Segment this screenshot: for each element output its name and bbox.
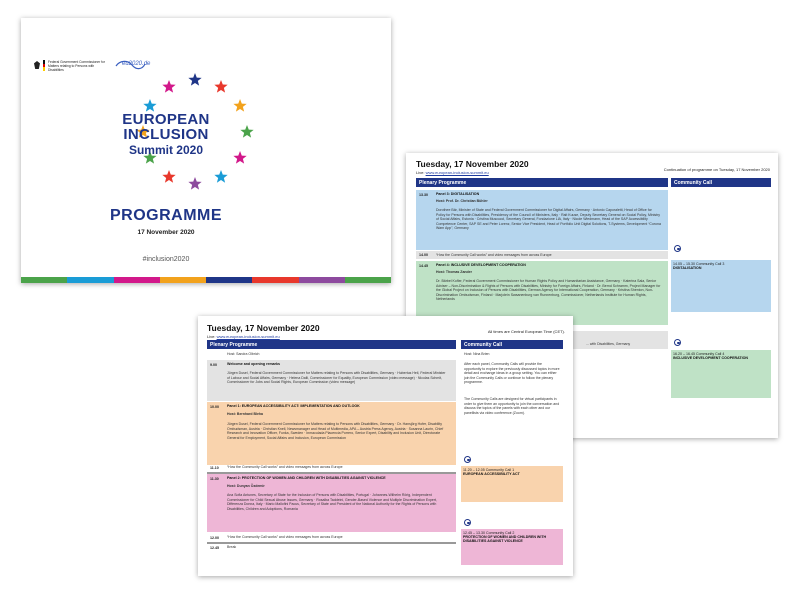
page1-community-header: Community Call	[461, 340, 563, 349]
panel4-title: Panel 4: INCLUSIVE DEVELOPMENT COOPERATION	[436, 263, 526, 267]
howcall2-text: “How the Community Call works” and video messages from across Europe	[227, 535, 343, 539]
cover-date: 17 November 2020	[137, 229, 195, 236]
community-intro-1: After each panel, Community Calls will provide the opportunity to explore the previously discussed topics in more detail and exchange ideas in a group setting. You can either join the Community Calls or continue to follow the plenary programme.	[464, 362, 560, 384]
color-stripe-segment	[252, 277, 298, 283]
summit-title-year: Summit 2020	[128, 143, 204, 157]
panel1-speakers: Jürgen Dusel, Federal Government Commissioner for Matters relating to Persons with Disabilities, Germany · Dr. Hansjörg Hofer, Disability Ombudsman, Austria · Christian Knell, Newsmanager and Head of Multimedia, APA – Austria Press Agency, Austria · Susanna Laurin, Chief Research and Innovation Officer, Funka, Sweden · Inmaculada Placencia Porrero, Senior Expert, Disability and Inclusion Unit, Directorate General for Employment, Social Affairs and Inclusion, European Commission	[227, 422, 444, 440]
star-icon	[188, 73, 201, 86]
hashtag: #inclusion2020	[142, 256, 190, 263]
cover-page	[21, 18, 391, 283]
star-icon	[214, 170, 227, 183]
star-icon	[162, 170, 175, 183]
continuation-note: Continuation of programme on Tuesday, 17 November 2020	[663, 167, 770, 172]
panel1-host: Host: Bernhard Bleha	[227, 412, 263, 416]
community-call-2-title: PROTECTION OF WOMEN AND CHILDREN WITH DISABILITIES AGAINST VIOLENCE	[463, 535, 547, 543]
star-icon	[214, 80, 227, 93]
star-icon	[143, 99, 156, 112]
community-call-3[interactable]	[671, 260, 771, 312]
panel2-time: 11.30	[210, 477, 219, 481]
color-stripe-segment	[114, 277, 160, 283]
color-stripe-segment	[160, 277, 206, 283]
welcome-title: Welcome and opening remarks	[227, 362, 281, 366]
community-call-1-icon	[464, 456, 471, 463]
community-call-3-title: DIGITALISATION	[673, 266, 702, 270]
community-call-4-title: INCLUSIVE DEVELOPMENT COOPERATION	[673, 356, 749, 360]
community-call-4-icon	[674, 339, 681, 346]
times-note: All times are Central European Time (CET).	[487, 329, 565, 334]
eu2020-logo-text: eu2020.de	[122, 61, 151, 67]
page1-plenary-header: Plenary Programme	[207, 340, 456, 349]
howcall2-time: 12.00	[210, 536, 219, 540]
community-call-3-time: 14.05 – 15.30 Community Call 3	[673, 262, 725, 266]
color-stripe-segment	[299, 277, 345, 283]
page1-live-prefix: Live:	[207, 334, 216, 339]
community-call-1[interactable]	[461, 466, 563, 502]
panel4-host: Host: Thomas Zander	[436, 270, 472, 274]
page1-live-link[interactable]: www.european-inclusion-summit.eu	[216, 334, 280, 339]
community-call-4-time: 16.20 – 16.45 Community Call 4	[673, 352, 725, 356]
panel1-time: 10.00	[210, 405, 219, 409]
howcall3-block	[416, 251, 668, 259]
summit-title-inclusion: INCLUSION	[123, 126, 209, 143]
page2-live-prefix: Live:	[416, 170, 425, 175]
german-flag-icon	[43, 60, 45, 71]
panel3-block	[416, 190, 668, 250]
community-call-3-icon	[674, 245, 681, 252]
howcall3-time: 14.00	[419, 253, 428, 257]
panel4-time: 14.45	[419, 264, 428, 268]
break-text: Break	[227, 545, 237, 549]
star-icon	[188, 177, 201, 190]
page2-plenary-header: Plenary Programme	[416, 178, 668, 187]
programme-heading: PROGRAMME	[109, 207, 223, 224]
howcall1-text: “How the Community Call works” and video messages from across Europe	[227, 465, 343, 469]
page2-community-header: Community Call	[671, 178, 771, 187]
color-stripe-segment	[67, 277, 113, 283]
page1-title: Tuesday, 17 November 2020	[207, 323, 320, 333]
summit-title-european: EUROPEAN	[122, 111, 210, 128]
panel1-block	[207, 402, 456, 465]
community-call-2[interactable]	[461, 529, 563, 565]
plenary-host: Host: Sandra Olbrich	[227, 352, 260, 356]
page1-live-line	[207, 334, 280, 339]
color-stripe-segment	[206, 277, 252, 283]
panel2-speakers: Ana Sofia Antunes, Secretary of State for the Inclusion of Persons with Disabilities, Portugal · Johannes-Wilhelm Rörig, Independent Commissioner for Child Sexual Abuse Issues, Germany · Rosalba Taddeini, Gender-Based Violence and Multiple Discrimination Expert, Differenza Donna, Italy · Mario Mallofini Pacus, Secretary of State and President of the National Authority for the Rights of Persons with Disabilities, Children and Adoptions, Romania	[227, 493, 437, 511]
star-icon	[233, 99, 246, 112]
break-time: 12.45	[210, 546, 219, 550]
color-stripe-segment	[21, 277, 67, 283]
panel3-host: Host: Prof. Dr. Christian Bühler	[436, 199, 488, 203]
community-call-1-time: 11.20 – 12.05 Community Call 1	[463, 468, 515, 472]
welcome-time: 9.00	[210, 363, 217, 367]
page2-live-line	[416, 170, 489, 175]
divider	[207, 542, 456, 544]
federal-commissioner-logo	[34, 60, 106, 72]
welcome-speakers: Jürgen Dusel, Federal Government Commissioner for Matters relating to Persons with Disabilities, Germany · Hubertus Heil, Federal Minister of Labour and Social Affairs, Germany · Helena Dalli, Commissioner for Equality, European Commission (video message) · Nicolas Schmit, Commissioner for Jobs and Social Rights, European Commission (video message)	[227, 371, 446, 384]
panel2-block	[207, 474, 456, 532]
panel2-host: Host: Dunyan Özdemir	[227, 484, 265, 488]
panel2-title: Panel 2: PROTECTION OF WOMEN AND CHILDREN WITH DISABILITIES AGAINST VIOLENCE	[227, 476, 386, 480]
welcome-block	[207, 360, 456, 401]
community-call-2-icon	[464, 519, 471, 526]
color-stripe-segment	[345, 277, 391, 283]
federal-commissioner-text: Federal Government Commissioner for Matters relating to Persons with Disabilities	[48, 60, 105, 72]
community-call-4[interactable]	[671, 350, 771, 398]
page2-title: Tuesday, 17 November 2020	[416, 159, 529, 169]
community-host: Host: Nina Brien	[464, 352, 490, 356]
page2-live-link[interactable]: www.european-inclusion-summit.eu	[425, 170, 489, 175]
programme-page-1	[198, 316, 573, 576]
panel3-time: 13.30	[419, 193, 428, 197]
color-stripe	[21, 277, 391, 283]
panel3-speakers: Dorothee Bär, Minister of State and Federal Government Commissioner for Digital Affairs, Germany · Antonio Caporaletti, Head of Office for Policy for Persons with Disabilities, Presidency of the Council of Ministers, Italy · Rait Kuuse, Deputy Secretary General on Social Policy, Ministry of Social Affairs, Estonia · Cristina Muscuccl, Secretary General, Fondazione LIA, Italy · Nicole Wiedmann, Head of the SAP Accessibility Competence Center, SAP SE and Peter Lorenz, Senior Vice President, Head of Portfolio Unit Digital Solutions, T-Systems, Development “Corona Warn App”, Germany	[436, 208, 661, 230]
panel3-title: Panel 3: DIGITALISATION	[436, 192, 480, 196]
community-intro-2: The Community Calls are designed for virtual participants in order to give them an opportunity to join the conversation and discuss the topics of the panels with each other and our panellists via video conference (Zoom).	[464, 397, 560, 415]
eagle-icon	[34, 61, 40, 69]
panel4-speakers: Dr. Bärbel Kofler, Federal Government Commissioner for Human Rights Policy and Humanitarian Assistance, Germany · Katerina Sala, Senior Adviser – Non-Discrimination & Rights of Persons with Disabilities, Ministry for Foreign Affairs, Finland · Dr. Bernd Schramm, Project Manager for the Global Project on Inclusion of Persons with Disabilities, German Agency for International Cooperation, Germany · Kristina Shenton, Non-Discrimination Ombudsman, Finland · Marjolein Swaanenburg van Runnenburg, Commissioner, Netherlands Institute for Human Rights, Netherlands	[436, 279, 661, 301]
howcall1-time: 11.10	[210, 466, 219, 470]
panel1-title: Panel 1: EUROPEAN ACCESSIBILITY ACT: IMPLEMENTATION AND OUTLOOK	[227, 404, 360, 408]
community-call-1-title: EUROPEAN ACCESSIBILITY ACT	[463, 472, 520, 476]
community-call-2-time: 12.45 – 13.30 Community Call 2	[463, 531, 515, 535]
star-icon	[162, 80, 175, 93]
closing-text: ... with Disabilities, Germany	[586, 342, 631, 346]
howcall3-text: “How the Community Call works” and video messages from across Europe	[436, 252, 552, 257]
